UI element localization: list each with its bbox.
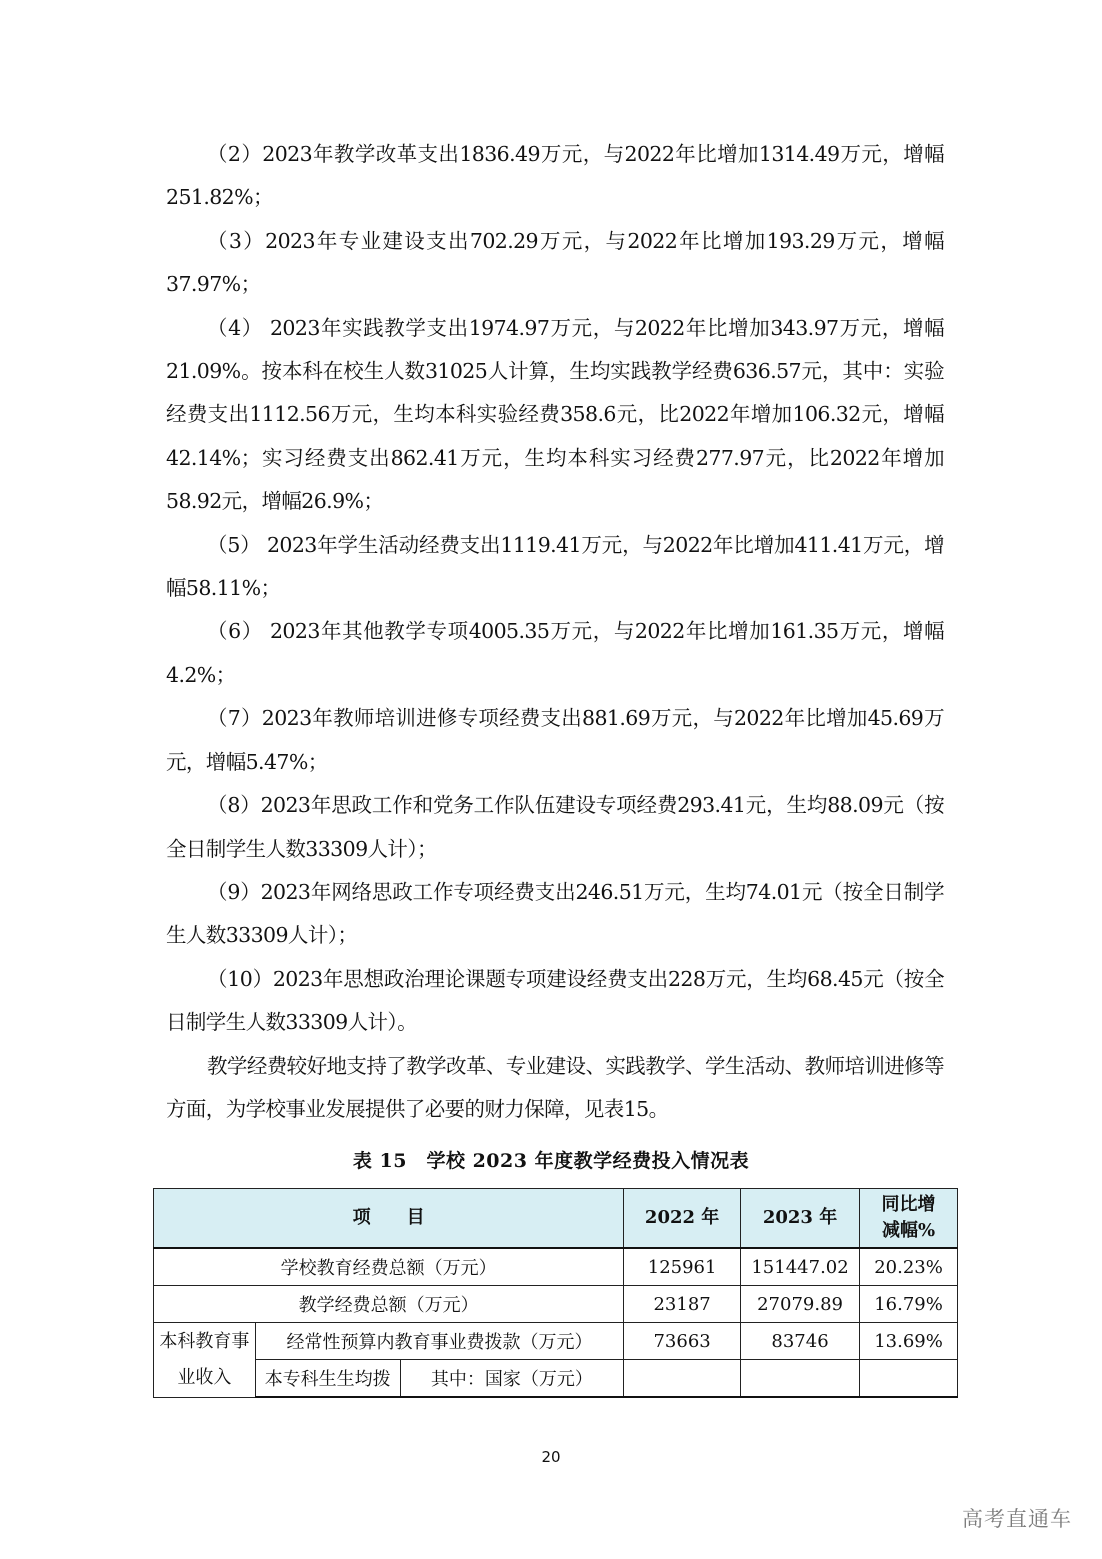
header-change-line2: 减幅%	[881, 1220, 936, 1241]
paragraph-10: （10）2023年思想政治理论课题专项建设经费支出228万元，生均68.45元（按全日制学生人数33309人计）。	[166, 966, 944, 1035]
row-sub-label: 本专科生生均拨	[255, 1360, 400, 1398]
group-label-line1: 本科教育事	[159, 1330, 250, 1352]
paragraph-8: （8）2023年思政工作和党务工作队伍建设专项经费293.41元，生均88.09元（按全日制学生人数33309人计）；	[166, 793, 944, 861]
paragraph-2: （2）2023年教学改革支出1836.49万元，与2022年比增加1314.49万元，增幅251.82%；	[166, 142, 944, 210]
row-label: 经常性预算内教育事业费拨款（万元）	[255, 1323, 623, 1360]
group-label-line2: 业收入	[177, 1366, 232, 1388]
watermark: 高考直通车	[962, 1507, 1072, 1531]
paragraph-summary: 教学经费较好地支持了教学改革、专业建设、实践教学、学生活动、教师培训进修等方面，为学校事业发展提供了必要的财力保障，见表15。	[166, 1053, 944, 1121]
header-change-line1: 同比增	[881, 1194, 936, 1215]
body-text	[166, 133, 944, 1131]
paragraph-7: （7）2023年教师培训进修专项经费支出881.69万元，与2022年比增加45.69万元，增幅5.47%；	[166, 706, 944, 774]
page-number: 20	[541, 1448, 561, 1466]
header-2022: 2022 年	[624, 1189, 741, 1249]
paragraph-4: （4） 2023年实践教学支出1974.97万元，与2022年比增加343.97万元，增幅21.09%。按本科在校生人数31025人计算，生均实践教学经费636.57元，其中：实验经费支出1112.56万元，生均本科实验经费358.6元，比2022年增加106.32元，增幅42.14%；实习经费支出862.41万元，生均本科实习经费277.97元，比2022年增加58.92元，增幅26.9%；	[166, 315, 944, 514]
row-change-value: 16.79%	[860, 1286, 958, 1323]
row-2022-value: 23187	[624, 1286, 741, 1323]
table-title: 表 15 学校 2023 年度教学经费投入情况表	[352, 1150, 750, 1172]
row-2022-value	[624, 1360, 741, 1398]
row-change-value	[860, 1360, 958, 1398]
table-row	[154, 1248, 958, 1286]
row-2023-value: 151447.02	[741, 1248, 860, 1286]
paragraph-6: （6） 2023年其他教学专项4005.35万元，与2022年比增加161.35万元，增幅4.2%；	[166, 619, 944, 687]
table-row	[154, 1286, 958, 1323]
row-2023-value: 83746	[741, 1323, 860, 1360]
header-change	[860, 1189, 958, 1249]
row-2022-value: 125961	[624, 1248, 741, 1286]
row-label: 其中：国家（万元）	[400, 1360, 624, 1398]
row-change-value: 20.23%	[860, 1248, 958, 1286]
paragraph-3: （3）2023年专业建设支出702.29万元，与2022年比增加193.29万元，增幅37.97%；	[166, 228, 944, 297]
row-label: 学校教育经费总额（万元）	[154, 1248, 624, 1286]
row-2023-value: 27079.89	[741, 1286, 860, 1323]
header-item: 项 目	[154, 1189, 624, 1249]
row-change-value: 13.69%	[860, 1323, 958, 1360]
budget-table	[153, 1188, 958, 1398]
table-row	[154, 1360, 958, 1398]
table-row	[154, 1323, 958, 1360]
paragraph-9: （9）2023年网络思政工作专项经费支出246.51万元，生均74.01元（按全日制学生人数33309人计）；	[166, 879, 944, 948]
row-2022-value: 73663	[624, 1323, 741, 1360]
group-label	[154, 1323, 256, 1398]
table-header-row	[154, 1189, 958, 1249]
row-label: 教学经费总额（万元）	[154, 1286, 624, 1323]
header-2023: 2023 年	[741, 1189, 860, 1249]
paragraph-5: （5） 2023年学生活动经费支出1119.41万元，与2022年比增加411.41万元，增幅58.11%；	[166, 532, 944, 601]
row-2023-value	[741, 1360, 860, 1398]
